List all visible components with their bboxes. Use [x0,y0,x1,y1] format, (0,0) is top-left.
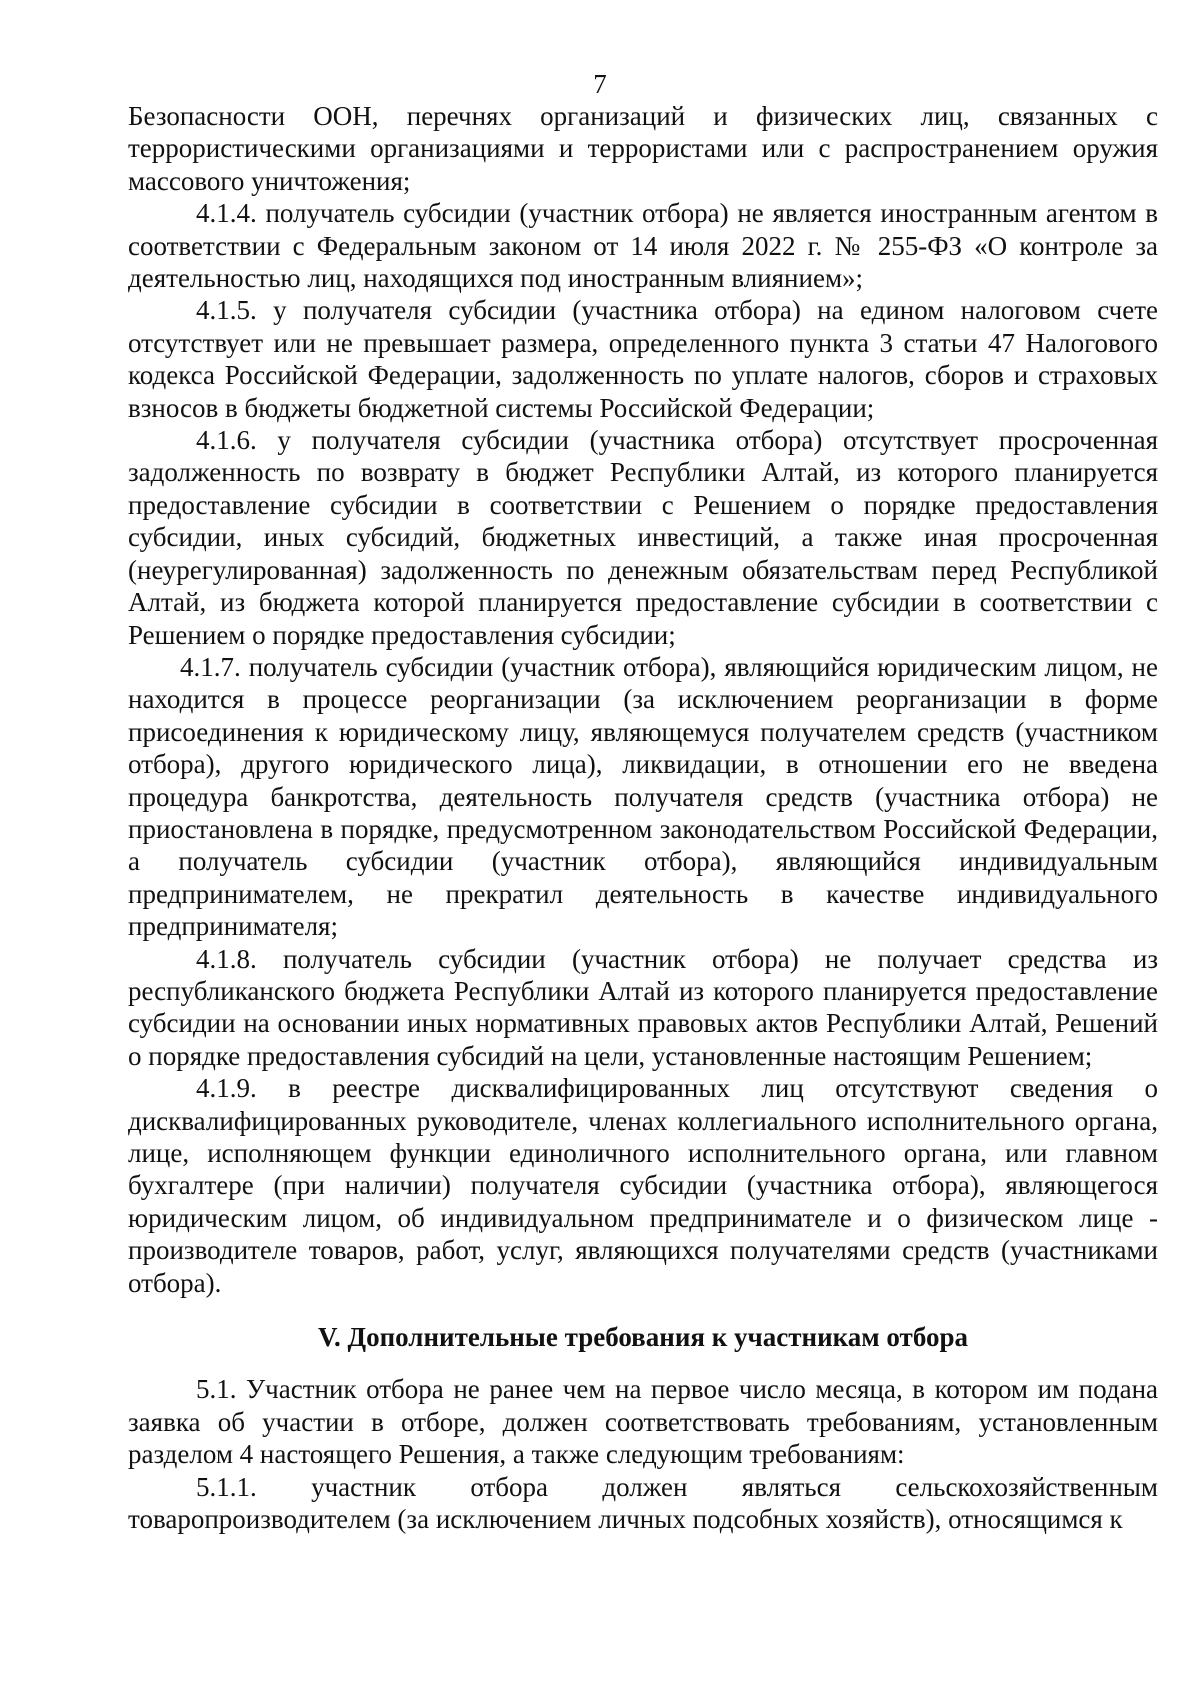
paragraph-4-1-6: 4.1.6. у получателя субсидии (участника отбора) отсутствует просроченная задолженность по возврату в бюджет Республики Алтай, из которого планируется предоставление субсидии в соответствии с Решением о порядке предоставления субсидии, иных субсидий, бюджетных инвестиций, а также иная просроченная (неурегулированная) задолженность по денежным обязательствам перед Республикой Алтай, из бюджета которой планируется предоставление субсидии в соответствии с Решением о порядке предоставления субсидии; [128,425,1158,650]
paragraph-continuation: Безопасности ООН, перечнях организаций и физических лиц, связанных с террористическими организациями и террористами или с распространением оружия массового уничтожения; [128,101,1158,196]
paragraph-4-1-4: 4.1.4. получатель субсидии (участник отбора) не является иностранным агентом в соответствии с Федеральным законом от 14 июля 2022 г. № 255-ФЗ «О контроле за деятельностью лиц, находящихся под иностранным влиянием»; [128,198,1158,294]
paragraph-4-1-9: 4.1.9. в реестре дисквалифицированных лиц отсутствуют сведения о дисквалифицированных руководителе, членах коллегиального исполнительного органа, лице, исполняющем функции единоличного исполнительного органа, или главном бухгалтере (при наличии) получателя субсидии (участника отбора), являющегося юридическим лицом, об индивидуальном предпринимателе и о физическом лице - производителе товаров, работ, услуг, являющихся получателями средств (участниками отбора). [128,1073,1158,1298]
paragraph-5-1-1: 5.1.1. участник отбора должен являться сельскохозяйственным товаропроизводителем (за исключением личных подсобных хозяйств), относящимся к [128,1471,1158,1535]
document-body [128,100,1158,1535]
paragraph-4-1-7: 4.1.7. получатель субсидии (участник отбора), являющийся юридическим лицом, не находится в процессе реорганизации (за исключением реорганизации в форме присоединения к юридическому лицу, являющемуся получателем средств (участником отбора), другого юридического лица), ликвидации, в отношении его не введена процедура банкротства, деятельность получателя средств (участника отбора) не приостановлена в порядке, предусмотренном законодательством Российской Федерации, а получатель субсидии (участник отбора), являющийся индивидуальным предпринимателем, не прекратил деятельность в качестве индивидуального предпринимателя; [128,651,1158,942]
section-heading: V. Дополнительные требования к участникам отбора [318,1322,968,1353]
page-number: 7 [593,69,607,99]
paragraph-4-1-8: 4.1.8. получатель субсидии (участник отбора) не получает средства из республиканского бюджета Республики Алтай из которого планируется предоставление субсидии на основании иных нормативных правовых актов Республики Алтай, Решений о порядке предоставления субсидий на цели, установленные настоящим Решением; [128,943,1158,1071]
paragraph-4-1-5: 4.1.5. у получателя субсидии (участника отбора) на едином налоговом счете отсутствует или не превышает размера, определенного пункта 3 статьи 47 Налогового кодекса Российской Федерации, задолженность по уплате налогов, сборов и страховых взносов в бюджеты бюджетной системы Российской Федерации; [128,295,1158,423]
paragraph-5-1: 5.1. Участник отбора не ранее чем на первое число месяца, в котором им подана заявка об участии в отборе, должен соответствовать требованиям, установленным разделом 4 настоящего Решения, а также следующим требованиям: [128,1374,1158,1470]
